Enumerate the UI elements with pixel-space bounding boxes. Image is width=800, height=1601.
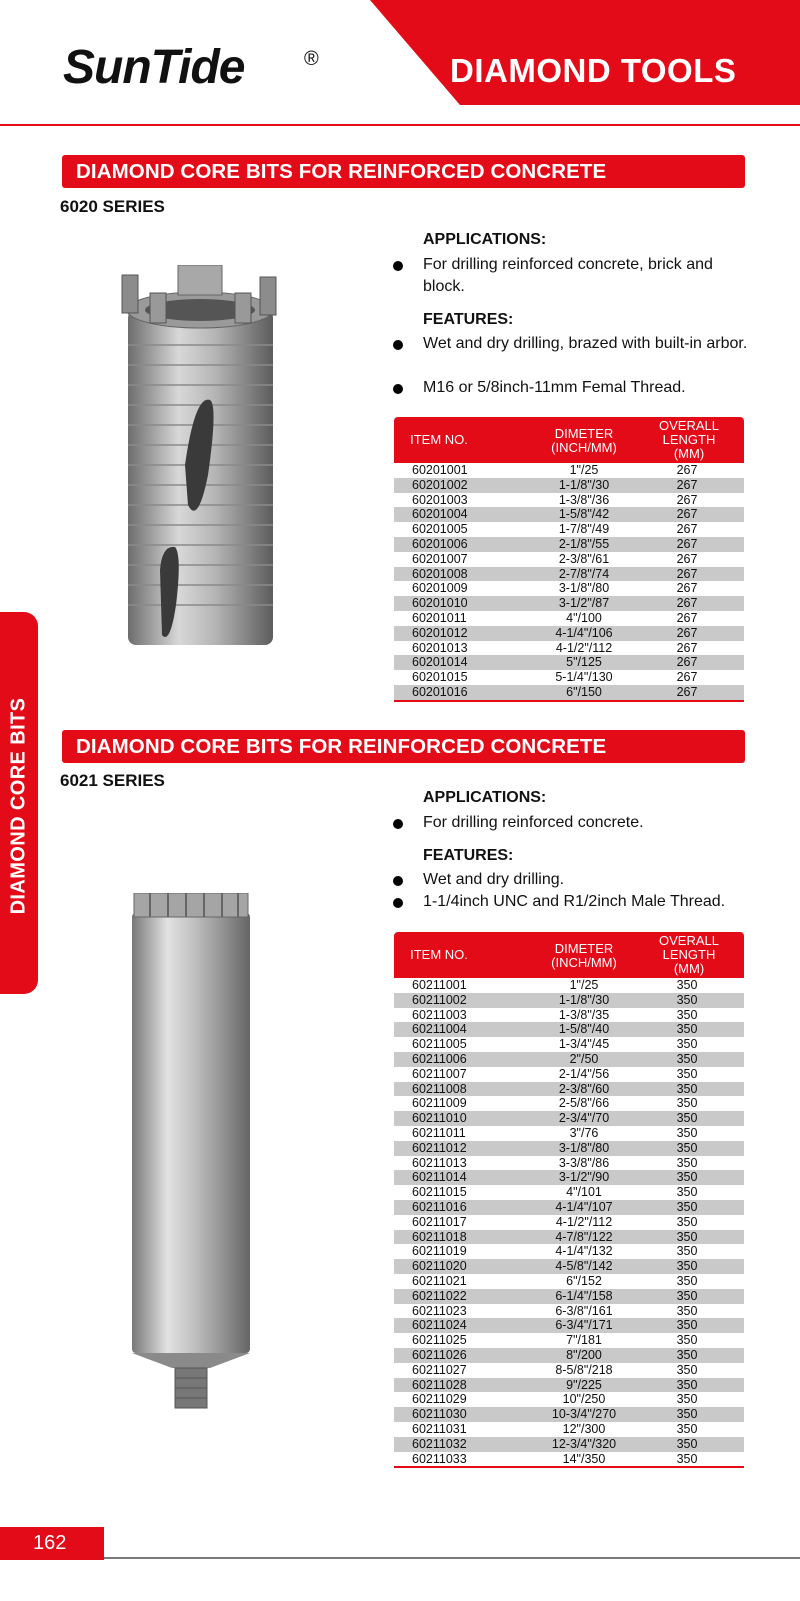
item-no-cell: 60211005 — [412, 1037, 467, 1052]
table-row — [394, 1407, 744, 1422]
features-heading: FEATURES: — [423, 847, 514, 864]
diameter-cell: 1-5/8"/42 — [558, 507, 610, 522]
table-row — [394, 581, 744, 596]
item-no-cell: 60211004 — [412, 1022, 467, 1037]
item-no-cell: 60201014 — [412, 655, 468, 670]
table-row — [394, 478, 744, 493]
diameter-cell: 9"/225 — [566, 1377, 602, 1392]
length-cell: 350 — [676, 1155, 698, 1170]
item-no-cell: 60211003 — [412, 1007, 467, 1022]
product-table — [394, 932, 744, 1468]
length-cell: 350 — [676, 1377, 698, 1392]
item-no-cell: 60211009 — [412, 1096, 467, 1111]
diameter-cell: 1-3/4"/45 — [558, 1037, 610, 1052]
item-no-cell: 60201012 — [412, 625, 468, 640]
applications-heading: APPLICATIONS: — [423, 789, 547, 806]
table-body — [394, 978, 744, 1466]
length-cell: 350 — [676, 1288, 698, 1303]
table-row — [394, 611, 744, 626]
length-cell: 350 — [676, 1199, 698, 1214]
diameter-cell: 1-1/8"/30 — [558, 477, 610, 492]
length-cell: 267 — [676, 477, 698, 492]
diameter-cell: 6-1/4"/158 — [555, 1288, 613, 1303]
table-row — [394, 626, 744, 641]
length-cell: 350 — [676, 1185, 698, 1200]
table-row — [394, 1215, 744, 1230]
table-row — [394, 507, 744, 522]
item-no-cell: 60211023 — [412, 1303, 467, 1318]
header-line: LENGTH — [662, 432, 716, 447]
table-row — [394, 1185, 744, 1200]
length-cell: 350 — [676, 1051, 698, 1066]
diameter-cell: 2"/50 — [569, 1051, 599, 1066]
bullet-icon — [393, 384, 403, 394]
header-line: LENGTH — [662, 947, 716, 962]
diameter-cell: 1"/25 — [569, 463, 599, 477]
diameter-cell: 8-5/8"/218 — [555, 1362, 613, 1377]
diameter-cell: 1"/25 — [569, 978, 599, 992]
diameter-cell: 5-1/4"/130 — [555, 670, 613, 685]
item-no-cell: 60211025 — [412, 1333, 467, 1348]
item-no-cell: 60211032 — [412, 1436, 467, 1451]
col-header-diameter — [514, 942, 654, 970]
diameter-cell: 8"/200 — [566, 1347, 602, 1362]
table-row — [394, 1170, 744, 1185]
col-header-length — [634, 934, 744, 976]
length-cell: 350 — [676, 1273, 698, 1288]
length-cell: 267 — [676, 551, 698, 566]
item-no-cell: 60211022 — [412, 1288, 467, 1303]
length-cell: 350 — [676, 1407, 698, 1422]
diameter-cell: 6"/152 — [566, 1273, 602, 1288]
length-cell: 267 — [676, 566, 698, 581]
diameter-cell: 7"/181 — [566, 1333, 602, 1348]
diameter-cell: 3-3/8"/86 — [558, 1155, 610, 1170]
table-row — [394, 1422, 744, 1437]
table-body — [394, 463, 744, 700]
item-no-cell: 60211018 — [412, 1229, 467, 1244]
table-row — [394, 1008, 744, 1023]
table-row — [394, 1437, 744, 1452]
section-title: DIAMOND CORE BITS FOR REINFORCED CONCRETE — [62, 155, 745, 188]
length-cell: 350 — [676, 1111, 698, 1126]
length-cell: 350 — [676, 978, 698, 992]
header-line: (MM) — [673, 961, 705, 976]
item-no-cell: 60211016 — [412, 1199, 467, 1214]
item-no-cell: 60211029 — [412, 1392, 467, 1407]
item-no-cell: 60211008 — [412, 1081, 467, 1096]
item-no-cell: 60201005 — [412, 522, 468, 537]
length-cell: 350 — [676, 1037, 698, 1052]
diameter-cell: 4-7/8"/122 — [555, 1229, 613, 1244]
diameter-cell: 1-3/8"/36 — [558, 492, 610, 507]
table-row — [394, 993, 744, 1008]
diameter-cell: 4"/100 — [566, 610, 602, 625]
item-no-cell: 60201010 — [412, 596, 468, 611]
bullet-text: 1-1/4inch UNC and R1/2inch Male Thread. — [423, 893, 726, 910]
length-cell: 267 — [676, 463, 698, 477]
table-row — [394, 552, 744, 567]
length-cell: 350 — [676, 1362, 698, 1377]
diameter-cell: 6-3/8"/161 — [555, 1303, 613, 1318]
header-line: OVERALL — [659, 933, 719, 948]
table-row — [394, 670, 744, 685]
table-row — [394, 1111, 744, 1126]
table-row — [394, 537, 744, 552]
length-cell: 267 — [676, 625, 698, 640]
table-row — [394, 1052, 744, 1067]
diameter-cell: 6"/150 — [566, 684, 602, 699]
length-cell: 350 — [676, 1066, 698, 1081]
item-no-cell: 60201009 — [412, 581, 468, 596]
col-header-item: ITEM NO. — [410, 432, 468, 447]
item-no-cell: 60211020 — [412, 1259, 467, 1274]
diameter-cell: 4-1/4"/132 — [555, 1244, 613, 1259]
item-no-cell: 60201006 — [412, 536, 468, 551]
table-row — [394, 463, 744, 478]
series-label: 6021 SERIES — [60, 771, 165, 790]
col-header-item: ITEM NO. — [410, 947, 468, 962]
side-tab-label: DIAMOND CORE BITS — [7, 697, 30, 915]
diameter-cell: 4-1/2"/112 — [555, 1214, 613, 1229]
item-no-cell: 60211006 — [412, 1051, 467, 1066]
item-no-cell: 60201013 — [412, 640, 468, 655]
applications-heading: APPLICATIONS: — [423, 231, 547, 248]
item-no-cell: 60201007 — [412, 551, 468, 566]
diameter-cell: 3"/76 — [569, 1125, 599, 1140]
header-line: (MM) — [673, 446, 705, 461]
bullet-text: For drilling reinforced concrete. — [423, 814, 644, 831]
item-no-cell: 60211026 — [412, 1347, 467, 1362]
length-cell: 350 — [676, 1436, 698, 1451]
table-row — [394, 685, 744, 700]
table-row — [394, 1022, 744, 1037]
table-header — [394, 932, 744, 978]
item-no-cell: 60211007 — [412, 1066, 467, 1081]
diameter-cell: 12-3/4"/320 — [551, 1436, 617, 1451]
diameter-cell: 12"/300 — [562, 1421, 606, 1436]
diameter-cell: 2-3/8"/61 — [558, 551, 610, 566]
bullet-text: Wet and dry drilling. — [423, 871, 565, 888]
table-row — [394, 1037, 744, 1052]
section-title: DIAMOND CORE BITS FOR REINFORCED CONCRETE — [62, 730, 745, 763]
diameter-cell: 1-3/8"/35 — [558, 1007, 610, 1022]
item-no-cell: 60211019 — [412, 1244, 467, 1259]
length-cell: 350 — [676, 1347, 698, 1362]
length-cell: 350 — [676, 1318, 698, 1333]
features-heading: FEATURES: — [423, 311, 514, 328]
item-no-cell: 60211012 — [412, 1140, 467, 1155]
table-row — [394, 1200, 744, 1215]
length-cell: 267 — [676, 655, 698, 670]
bullet-icon — [393, 876, 403, 886]
item-no-cell: 60201011 — [412, 610, 467, 625]
length-cell: 267 — [676, 522, 698, 537]
table-row — [394, 1096, 744, 1111]
header-title: DIAMOND TOOLS — [450, 52, 737, 89]
item-no-cell: 60211027 — [412, 1362, 467, 1377]
length-cell: 267 — [676, 610, 698, 625]
diameter-cell: 2-3/4"/70 — [558, 1111, 610, 1126]
diameter-cell: 3-1/2"/87 — [558, 596, 610, 611]
header-line: OVERALL — [659, 418, 719, 433]
table-row — [394, 1082, 744, 1097]
table-row — [394, 1274, 744, 1289]
header-line: (INCH/MM) — [551, 955, 617, 970]
length-cell: 350 — [676, 1333, 698, 1348]
length-cell: 350 — [676, 1229, 698, 1244]
bullet-text: Wet and dry drilling, brazed with built-in arbor. — [423, 335, 748, 352]
series-label: 6020 SERIES — [60, 197, 165, 216]
diameter-cell: 5"/125 — [566, 655, 602, 670]
diameter-cell: 2-5/8"/66 — [558, 1096, 610, 1111]
table-row — [394, 655, 744, 670]
table-row — [394, 1259, 744, 1274]
table-row — [394, 1392, 744, 1407]
item-no-cell: 60201008 — [412, 566, 468, 581]
header-divider — [0, 124, 800, 126]
item-no-cell: 60211011 — [412, 1125, 466, 1140]
bullet-text: M16 or 5/8inch-11mm Femal Thread. — [423, 379, 686, 396]
diameter-cell: 4-1/4"/107 — [555, 1199, 613, 1214]
side-tab — [0, 612, 38, 994]
item-no-cell: 60211010 — [412, 1111, 467, 1126]
item-no-cell: 60211017 — [412, 1214, 467, 1229]
length-cell: 350 — [676, 1244, 698, 1259]
length-cell: 350 — [676, 1214, 698, 1229]
table-row — [394, 1304, 744, 1319]
item-no-cell: 60201004 — [412, 507, 468, 522]
diameter-cell: 14"/350 — [562, 1451, 606, 1466]
item-no-cell: 60211013 — [412, 1155, 467, 1170]
length-cell: 267 — [676, 536, 698, 551]
table-row — [394, 493, 744, 508]
bullet-icon — [393, 340, 403, 350]
diameter-cell: 1-5/8"/40 — [558, 1022, 610, 1037]
length-cell: 267 — [676, 684, 698, 699]
length-cell: 350 — [676, 992, 698, 1007]
length-cell: 267 — [676, 670, 698, 685]
length-cell: 267 — [676, 640, 698, 655]
diameter-cell: 3-1/8"/80 — [558, 581, 610, 596]
item-no-cell: 60211028 — [412, 1377, 467, 1392]
product-table — [394, 417, 744, 702]
item-no-cell: 60211001 — [412, 978, 467, 992]
table-row — [394, 1348, 744, 1363]
table-row — [394, 1067, 744, 1082]
item-no-cell: 60201002 — [412, 477, 468, 492]
diameter-cell: 2-3/8"/60 — [558, 1081, 610, 1096]
table-row — [394, 1156, 744, 1171]
table-row — [394, 1244, 744, 1259]
registered-mark: ® — [304, 48, 319, 70]
core-bit-6020-image — [100, 265, 300, 670]
bullet-icon — [393, 819, 403, 829]
header-line: DIMETER — [554, 426, 614, 441]
length-cell: 350 — [676, 1303, 698, 1318]
length-cell: 350 — [676, 1421, 698, 1436]
table-row — [394, 641, 744, 656]
table-row — [394, 596, 744, 611]
item-no-cell: 60211015 — [412, 1185, 467, 1200]
length-cell: 350 — [676, 1170, 698, 1185]
diameter-cell: 4-1/2"/112 — [555, 640, 613, 655]
header-line: (INCH/MM) — [551, 440, 617, 455]
item-no-cell: 60211024 — [412, 1318, 467, 1333]
length-cell: 350 — [676, 1140, 698, 1155]
length-cell: 267 — [676, 507, 698, 522]
bullet-icon — [393, 261, 403, 271]
table-row — [394, 978, 744, 993]
diameter-cell: 1-1/8"/30 — [558, 992, 610, 1007]
col-header-length — [634, 419, 744, 461]
table-row — [394, 1318, 744, 1333]
bullet-icon — [393, 898, 403, 908]
item-no-cell: 60201003 — [412, 492, 468, 507]
page-number: 162 — [0, 1527, 104, 1560]
length-cell: 350 — [676, 1007, 698, 1022]
length-cell: 350 — [676, 1022, 698, 1037]
length-cell: 350 — [676, 1392, 698, 1407]
header-line: DIMETER — [554, 941, 614, 956]
item-no-cell: 60211014 — [412, 1170, 467, 1185]
table-row — [394, 1289, 744, 1304]
item-no-cell: 60211031 — [412, 1421, 467, 1436]
length-cell: 350 — [676, 1096, 698, 1111]
footer-divider — [104, 1557, 800, 1559]
table-row — [394, 1230, 744, 1245]
diameter-cell: 4-5/8"/142 — [555, 1259, 613, 1274]
table-row — [394, 1126, 744, 1141]
table-row — [394, 1452, 744, 1467]
item-no-cell: 60211030 — [412, 1407, 467, 1422]
table-row — [394, 522, 744, 537]
table-end-rule — [394, 700, 744, 702]
diameter-cell: 10"/250 — [562, 1392, 606, 1407]
diameter-cell: 4"/101 — [566, 1185, 602, 1200]
diameter-cell: 4-1/4"/106 — [555, 625, 613, 640]
diameter-cell: 1-7/8"/49 — [558, 522, 610, 537]
item-no-cell: 60211021 — [412, 1273, 467, 1288]
length-cell: 267 — [676, 492, 698, 507]
item-no-cell: 60201001 — [412, 463, 468, 477]
length-cell: 350 — [676, 1081, 698, 1096]
item-no-cell: 60211002 — [412, 992, 467, 1007]
brand-logo: SunTide — [63, 41, 245, 94]
diameter-cell: 2-7/8"/74 — [558, 566, 610, 581]
item-no-cell: 60201015 — [412, 670, 468, 685]
table-row — [394, 1141, 744, 1156]
table-row — [394, 1363, 744, 1378]
diameter-cell: 2-1/4"/56 — [558, 1066, 610, 1081]
length-cell: 267 — [676, 581, 698, 596]
col-header-diameter — [514, 427, 654, 455]
diameter-cell: 3-1/8"/80 — [558, 1140, 610, 1155]
length-cell: 350 — [676, 1451, 698, 1466]
table-row — [394, 567, 744, 582]
table-row — [394, 1333, 744, 1348]
diameter-cell: 10-3/4"/270 — [551, 1407, 617, 1422]
bullet-text: For drilling reinforced concrete, brick and block. — [423, 256, 713, 295]
diameter-cell: 3-1/2"/90 — [558, 1170, 610, 1185]
item-no-cell: 60211033 — [412, 1451, 467, 1466]
diameter-cell: 2-1/8"/55 — [558, 536, 610, 551]
core-bit-6021-image — [120, 893, 270, 1413]
diameter-cell: 6-3/4"/171 — [555, 1318, 613, 1333]
length-cell: 350 — [676, 1259, 698, 1274]
length-cell: 350 — [676, 1125, 698, 1140]
table-row — [394, 1378, 744, 1393]
table-header — [394, 417, 744, 463]
table-end-rule — [394, 1466, 744, 1468]
length-cell: 267 — [676, 596, 698, 611]
item-no-cell: 60201016 — [412, 684, 468, 699]
